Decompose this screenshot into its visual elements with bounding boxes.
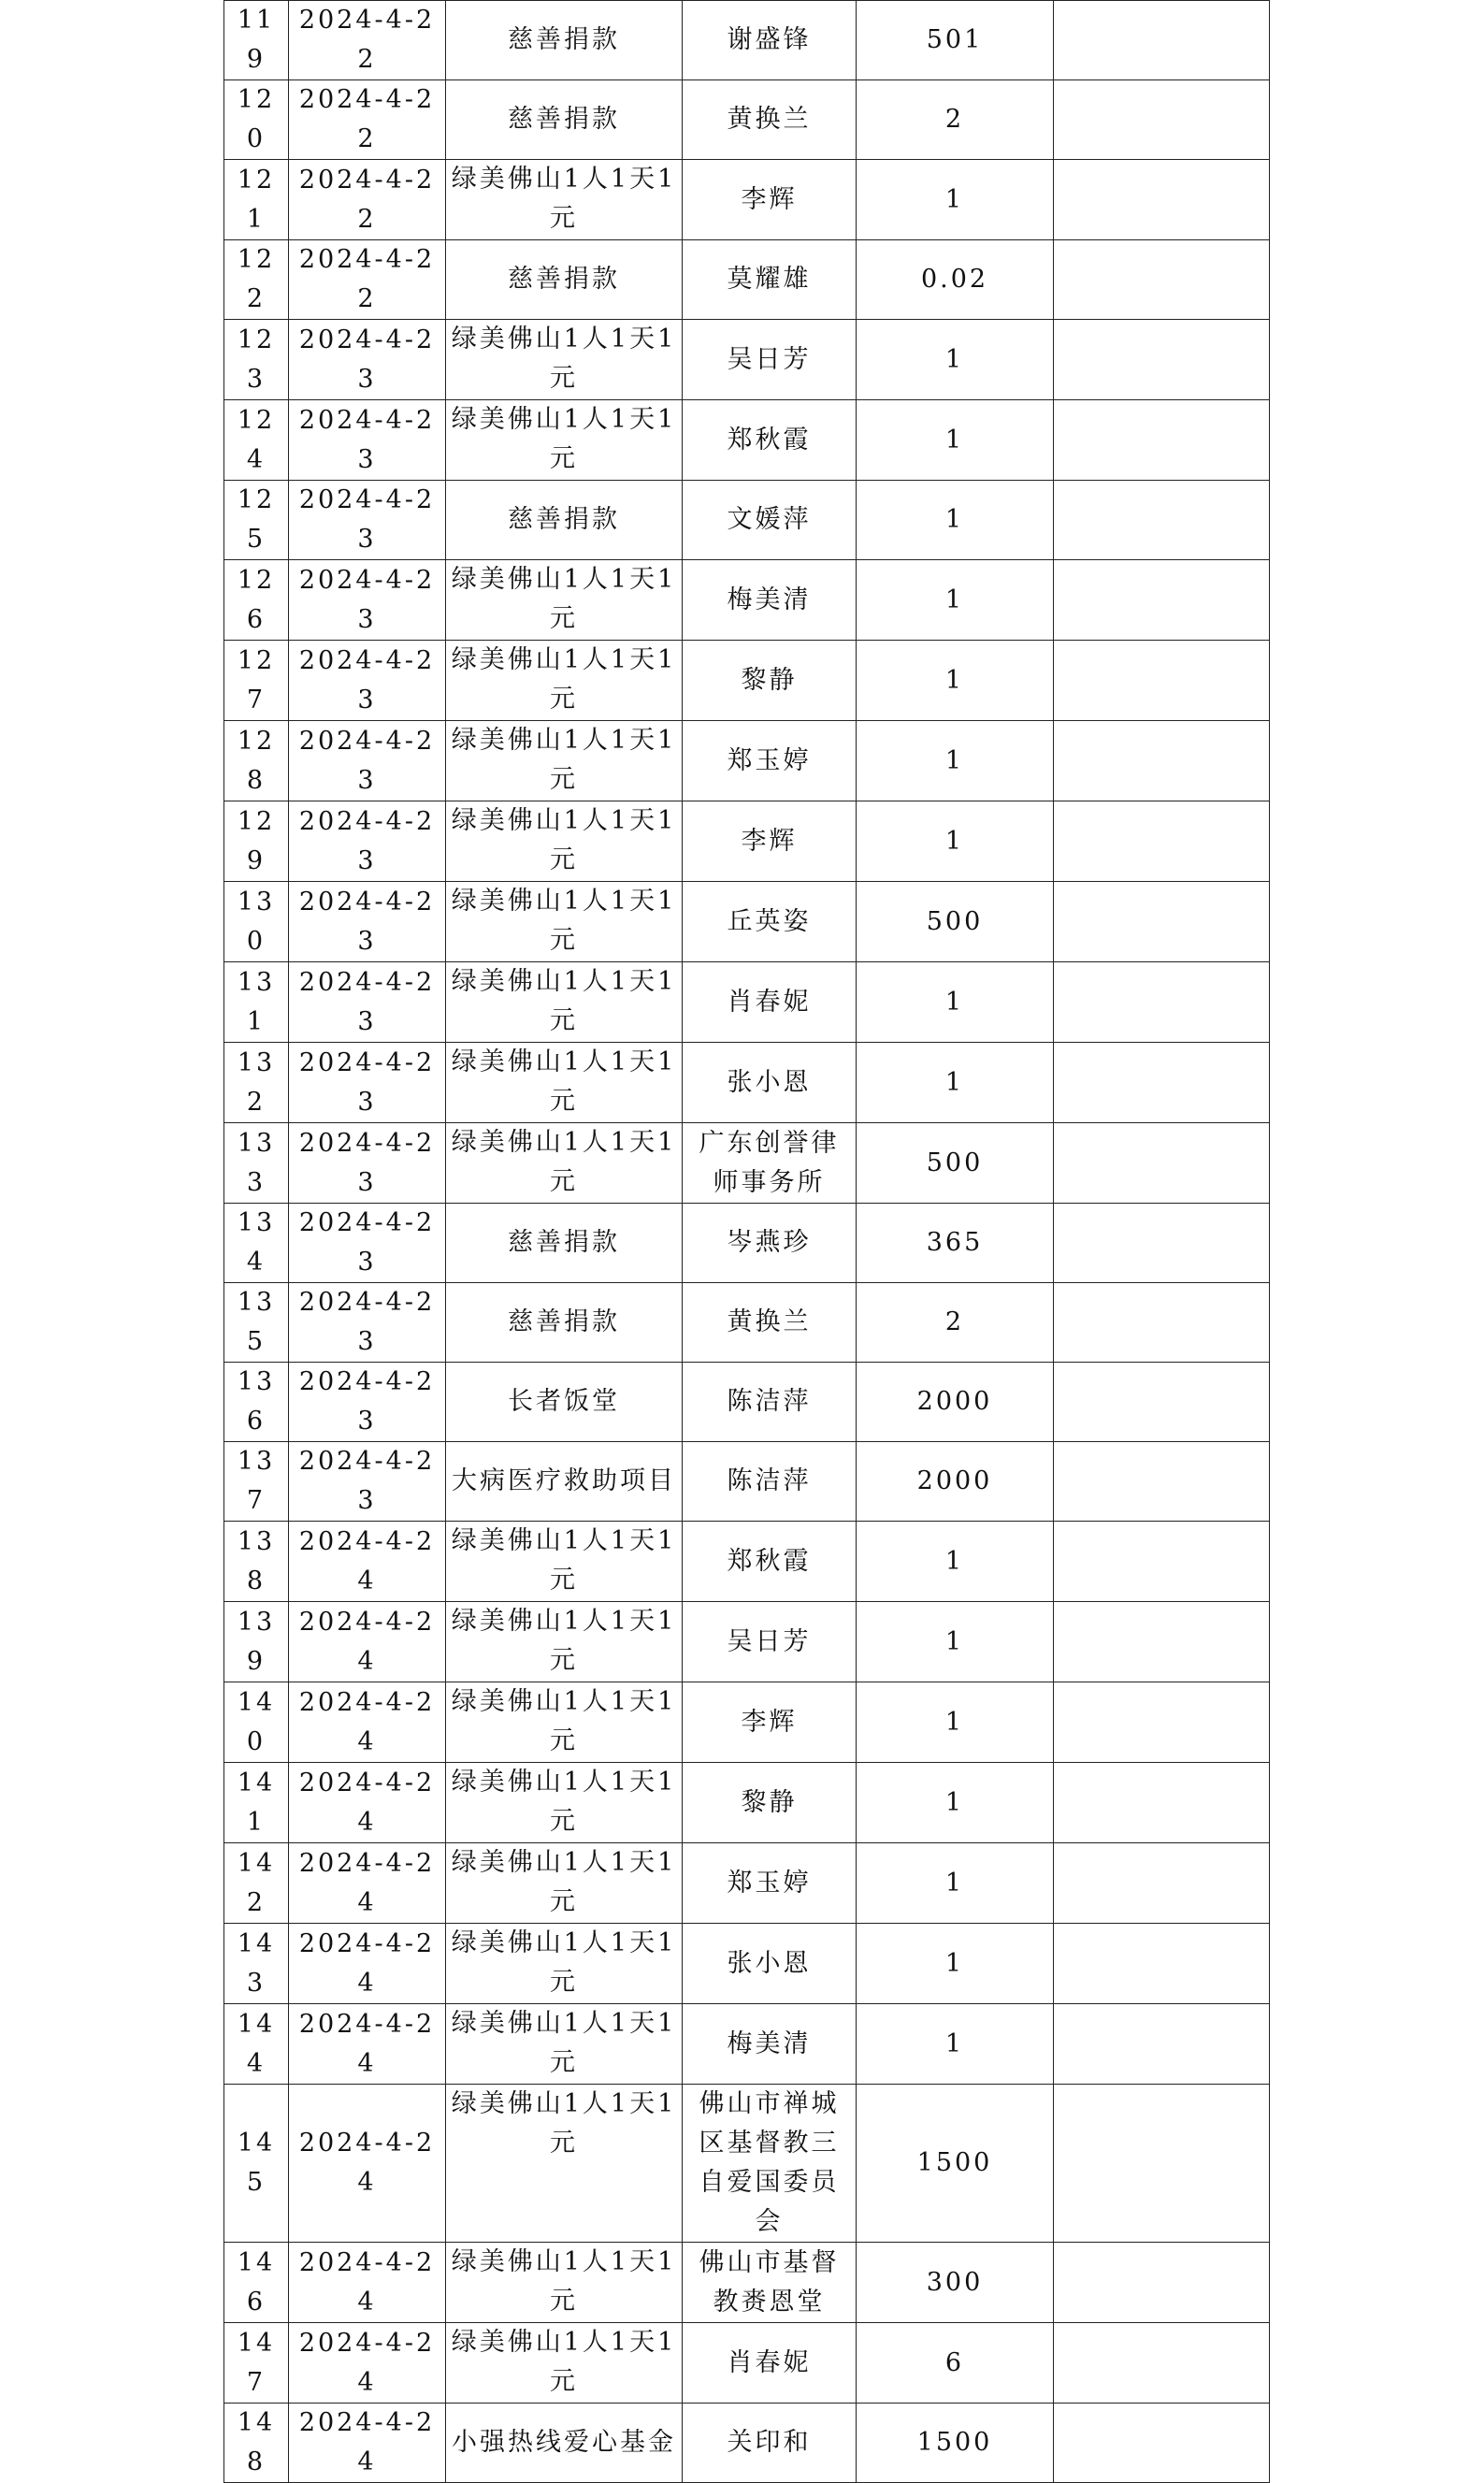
cell-note bbox=[1054, 1, 1270, 80]
cell-project: 慈善捐款 bbox=[446, 1204, 683, 1283]
cell-project: 绿美佛山1人1天1元 bbox=[446, 2243, 683, 2323]
cell-amount: 1 bbox=[857, 1043, 1054, 1123]
cell-note bbox=[1054, 2323, 1270, 2404]
cell-note bbox=[1054, 1283, 1270, 1363]
donation-table bbox=[223, 0, 1270, 2483]
cell-number: 129 bbox=[224, 801, 289, 882]
table-row bbox=[224, 320, 1270, 400]
cell-note bbox=[1054, 1363, 1270, 1442]
cell-note bbox=[1054, 1043, 1270, 1123]
cell-project: 慈善捐款 bbox=[446, 1, 683, 80]
cell-amount: 1 bbox=[857, 721, 1054, 801]
cell-donor: 吴日芳 bbox=[683, 1602, 857, 1682]
cell-date: 2024-4-23 bbox=[289, 1043, 446, 1123]
table-row bbox=[224, 481, 1270, 560]
cell-date: 2024-4-23 bbox=[289, 1283, 446, 1363]
cell-project: 绿美佛山1人1天1元 bbox=[446, 1763, 683, 1843]
cell-donor: 广东创誉律师事务所 bbox=[683, 1123, 857, 1204]
cell-amount: 0.02 bbox=[857, 240, 1054, 320]
cell-project: 绿美佛山1人1天1元 bbox=[446, 560, 683, 641]
table-row bbox=[224, 1123, 1270, 1204]
table-row bbox=[224, 2004, 1270, 2085]
cell-donor: 张小恩 bbox=[683, 1924, 857, 2004]
cell-note bbox=[1054, 1682, 1270, 1763]
cell-note bbox=[1054, 1843, 1270, 1924]
table-row bbox=[224, 1763, 1270, 1843]
cell-amount: 1 bbox=[857, 1763, 1054, 1843]
cell-date: 2024-4-24 bbox=[289, 1522, 446, 1602]
cell-note bbox=[1054, 240, 1270, 320]
table-row bbox=[224, 641, 1270, 721]
table-row bbox=[224, 1602, 1270, 1682]
cell-number: 127 bbox=[224, 641, 289, 721]
cell-note bbox=[1054, 2404, 1270, 2483]
cell-note bbox=[1054, 801, 1270, 882]
cell-note bbox=[1054, 641, 1270, 721]
cell-number: 138 bbox=[224, 1522, 289, 1602]
cell-donor: 黄换兰 bbox=[683, 80, 857, 160]
cell-date: 2024-4-24 bbox=[289, 2085, 446, 2243]
cell-donor: 李辉 bbox=[683, 801, 857, 882]
table-row bbox=[224, 2085, 1270, 2243]
cell-project: 绿美佛山1人1天1元 bbox=[446, 1602, 683, 1682]
table-row bbox=[224, 1363, 1270, 1442]
cell-date: 2024-4-22 bbox=[289, 80, 446, 160]
cell-donor: 黎静 bbox=[683, 1763, 857, 1843]
cell-date: 2024-4-23 bbox=[289, 560, 446, 641]
table-row bbox=[224, 400, 1270, 481]
table-row bbox=[224, 1442, 1270, 1522]
cell-date: 2024-4-22 bbox=[289, 240, 446, 320]
cell-donor: 陈洁萍 bbox=[683, 1363, 857, 1442]
cell-number: 124 bbox=[224, 400, 289, 481]
cell-amount: 2000 bbox=[857, 1442, 1054, 1522]
cell-date: 2024-4-23 bbox=[289, 721, 446, 801]
table-row bbox=[224, 1843, 1270, 1924]
cell-amount: 1 bbox=[857, 160, 1054, 240]
cell-number: 126 bbox=[224, 560, 289, 641]
cell-amount: 1500 bbox=[857, 2404, 1054, 2483]
table-row bbox=[224, 801, 1270, 882]
cell-donor: 肖春妮 bbox=[683, 962, 857, 1043]
cell-number: 131 bbox=[224, 962, 289, 1043]
cell-number: 136 bbox=[224, 1363, 289, 1442]
cell-project: 绿美佛山1人1天1元 bbox=[446, 160, 683, 240]
cell-note bbox=[1054, 1602, 1270, 1682]
cell-donor: 郑玉婷 bbox=[683, 1843, 857, 1924]
cell-date: 2024-4-24 bbox=[289, 1924, 446, 2004]
table-row bbox=[224, 240, 1270, 320]
cell-number: 134 bbox=[224, 1204, 289, 1283]
cell-date: 2024-4-24 bbox=[289, 1602, 446, 1682]
cell-project: 绿美佛山1人1天1元 bbox=[446, 1522, 683, 1602]
cell-number: 132 bbox=[224, 1043, 289, 1123]
cell-note bbox=[1054, 962, 1270, 1043]
cell-project: 绿美佛山1人1天1元 bbox=[446, 2085, 683, 2243]
cell-note bbox=[1054, 560, 1270, 641]
cell-project: 绿美佛山1人1天1元 bbox=[446, 1682, 683, 1763]
table-row bbox=[224, 1522, 1270, 1602]
cell-date: 2024-4-23 bbox=[289, 1204, 446, 1283]
cell-donor: 丘英姿 bbox=[683, 882, 857, 962]
cell-amount: 1 bbox=[857, 2004, 1054, 2085]
table-row bbox=[224, 2323, 1270, 2404]
cell-amount: 1 bbox=[857, 320, 1054, 400]
cell-number: 130 bbox=[224, 882, 289, 962]
cell-amount: 1 bbox=[857, 560, 1054, 641]
cell-number: 143 bbox=[224, 1924, 289, 2004]
cell-amount: 300 bbox=[857, 2243, 1054, 2323]
cell-number: 144 bbox=[224, 2004, 289, 2085]
cell-note bbox=[1054, 2085, 1270, 2243]
cell-project: 绿美佛山1人1天1元 bbox=[446, 1123, 683, 1204]
cell-note bbox=[1054, 2004, 1270, 2085]
cell-donor: 张小恩 bbox=[683, 1043, 857, 1123]
cell-project: 绿美佛山1人1天1元 bbox=[446, 1843, 683, 1924]
cell-amount: 1 bbox=[857, 1843, 1054, 1924]
cell-project: 绿美佛山1人1天1元 bbox=[446, 2004, 683, 2085]
cell-note bbox=[1054, 882, 1270, 962]
cell-project: 慈善捐款 bbox=[446, 240, 683, 320]
cell-project: 绿美佛山1人1天1元 bbox=[446, 962, 683, 1043]
cell-project: 绿美佛山1人1天1元 bbox=[446, 320, 683, 400]
cell-donor: 梅美清 bbox=[683, 2004, 857, 2085]
cell-donor: 郑玉婷 bbox=[683, 721, 857, 801]
cell-number: 128 bbox=[224, 721, 289, 801]
cell-donor: 佛山市基督教赉恩堂 bbox=[683, 2243, 857, 2323]
cell-number: 142 bbox=[224, 1843, 289, 1924]
cell-project: 绿美佛山1人1天1元 bbox=[446, 882, 683, 962]
table-row bbox=[224, 1204, 1270, 1283]
cell-project: 绿美佛山1人1天1元 bbox=[446, 721, 683, 801]
table-row bbox=[224, 560, 1270, 641]
cell-number: 123 bbox=[224, 320, 289, 400]
cell-project: 绿美佛山1人1天1元 bbox=[446, 641, 683, 721]
cell-amount: 1500 bbox=[857, 2085, 1054, 2243]
cell-note bbox=[1054, 400, 1270, 481]
cell-number: 135 bbox=[224, 1283, 289, 1363]
cell-date: 2024-4-24 bbox=[289, 2404, 446, 2483]
cell-amount: 1 bbox=[857, 801, 1054, 882]
cell-date: 2024-4-22 bbox=[289, 160, 446, 240]
cell-note bbox=[1054, 2243, 1270, 2323]
cell-donor: 谢盛锋 bbox=[683, 1, 857, 80]
cell-number: 119 bbox=[224, 1, 289, 80]
cell-amount: 1 bbox=[857, 962, 1054, 1043]
cell-project: 长者饭堂 bbox=[446, 1363, 683, 1442]
table-row bbox=[224, 80, 1270, 160]
cell-note bbox=[1054, 1763, 1270, 1843]
cell-number: 137 bbox=[224, 1442, 289, 1522]
cell-number: 141 bbox=[224, 1763, 289, 1843]
cell-note bbox=[1054, 481, 1270, 560]
cell-date: 2024-4-23 bbox=[289, 481, 446, 560]
cell-date: 2024-4-23 bbox=[289, 882, 446, 962]
cell-amount: 1 bbox=[857, 641, 1054, 721]
cell-note bbox=[1054, 1442, 1270, 1522]
table-row bbox=[224, 1682, 1270, 1763]
cell-note bbox=[1054, 160, 1270, 240]
cell-project: 慈善捐款 bbox=[446, 1283, 683, 1363]
cell-amount: 1 bbox=[857, 1682, 1054, 1763]
cell-project: 小强热线爱心基金 bbox=[446, 2404, 683, 2483]
cell-project: 绿美佛山1人1天1元 bbox=[446, 400, 683, 481]
cell-amount: 1 bbox=[857, 1522, 1054, 1602]
cell-project: 绿美佛山1人1天1元 bbox=[446, 801, 683, 882]
cell-date: 2024-4-23 bbox=[289, 320, 446, 400]
cell-date: 2024-4-24 bbox=[289, 1763, 446, 1843]
cell-project: 大病医疗救助项目 bbox=[446, 1442, 683, 1522]
cell-number: 147 bbox=[224, 2323, 289, 2404]
donation-table-body bbox=[224, 1, 1270, 2483]
cell-amount: 1 bbox=[857, 1924, 1054, 2004]
cell-donor: 郑秋霞 bbox=[683, 400, 857, 481]
cell-note bbox=[1054, 1204, 1270, 1283]
cell-amount: 365 bbox=[857, 1204, 1054, 1283]
cell-donor: 陈洁萍 bbox=[683, 1442, 857, 1522]
cell-project: 慈善捐款 bbox=[446, 481, 683, 560]
cell-number: 139 bbox=[224, 1602, 289, 1682]
cell-donor: 李辉 bbox=[683, 160, 857, 240]
cell-date: 2024-4-23 bbox=[289, 801, 446, 882]
cell-note bbox=[1054, 721, 1270, 801]
table-row bbox=[224, 721, 1270, 801]
cell-date: 2024-4-24 bbox=[289, 2243, 446, 2323]
cell-number: 125 bbox=[224, 481, 289, 560]
cell-amount: 2 bbox=[857, 80, 1054, 160]
cell-amount: 501 bbox=[857, 1, 1054, 80]
table-row bbox=[224, 2404, 1270, 2483]
cell-date: 2024-4-23 bbox=[289, 1442, 446, 1522]
cell-number: 133 bbox=[224, 1123, 289, 1204]
cell-amount: 1 bbox=[857, 400, 1054, 481]
cell-note bbox=[1054, 1522, 1270, 1602]
cell-donor: 文媛萍 bbox=[683, 481, 857, 560]
cell-amount: 6 bbox=[857, 2323, 1054, 2404]
cell-project: 绿美佛山1人1天1元 bbox=[446, 2323, 683, 2404]
cell-donor: 李辉 bbox=[683, 1682, 857, 1763]
cell-date: 2024-4-23 bbox=[289, 1363, 446, 1442]
cell-amount: 500 bbox=[857, 1123, 1054, 1204]
cell-date: 2024-4-24 bbox=[289, 1843, 446, 1924]
cell-number: 120 bbox=[224, 80, 289, 160]
cell-amount: 1 bbox=[857, 1602, 1054, 1682]
cell-project: 绿美佛山1人1天1元 bbox=[446, 1043, 683, 1123]
cell-date: 2024-4-23 bbox=[289, 962, 446, 1043]
cell-note bbox=[1054, 320, 1270, 400]
cell-project: 慈善捐款 bbox=[446, 80, 683, 160]
cell-note bbox=[1054, 80, 1270, 160]
cell-number: 122 bbox=[224, 240, 289, 320]
cell-donor: 莫耀雄 bbox=[683, 240, 857, 320]
cell-number: 146 bbox=[224, 2243, 289, 2323]
cell-note bbox=[1054, 1123, 1270, 1204]
table-row bbox=[224, 160, 1270, 240]
table-row bbox=[224, 962, 1270, 1043]
cell-donor: 郑秋霞 bbox=[683, 1522, 857, 1602]
cell-amount: 2000 bbox=[857, 1363, 1054, 1442]
cell-number: 140 bbox=[224, 1682, 289, 1763]
cell-number: 145 bbox=[224, 2085, 289, 2243]
table-row bbox=[224, 2243, 1270, 2323]
cell-donor: 关印和 bbox=[683, 2404, 857, 2483]
cell-note bbox=[1054, 1924, 1270, 2004]
cell-amount: 1 bbox=[857, 481, 1054, 560]
cell-donor: 佛山市禅城区基督教三自爱国委员会 bbox=[683, 2085, 857, 2243]
cell-donor: 岑燕珍 bbox=[683, 1204, 857, 1283]
table-row bbox=[224, 1043, 1270, 1123]
cell-date: 2024-4-24 bbox=[289, 2323, 446, 2404]
cell-date: 2024-4-22 bbox=[289, 1, 446, 80]
cell-donor: 吴日芳 bbox=[683, 320, 857, 400]
cell-number: 148 bbox=[224, 2404, 289, 2483]
cell-amount: 2 bbox=[857, 1283, 1054, 1363]
table-row bbox=[224, 1924, 1270, 2004]
table-row bbox=[224, 1, 1270, 80]
cell-project: 绿美佛山1人1天1元 bbox=[446, 1924, 683, 2004]
cell-donor: 肖春妮 bbox=[683, 2323, 857, 2404]
cell-donor: 黎静 bbox=[683, 641, 857, 721]
cell-donor: 梅美清 bbox=[683, 560, 857, 641]
cell-amount: 500 bbox=[857, 882, 1054, 962]
cell-date: 2024-4-23 bbox=[289, 1123, 446, 1204]
cell-donor: 黄换兰 bbox=[683, 1283, 857, 1363]
cell-date: 2024-4-23 bbox=[289, 400, 446, 481]
table-row bbox=[224, 1283, 1270, 1363]
cell-date: 2024-4-23 bbox=[289, 641, 446, 721]
table-row bbox=[224, 882, 1270, 962]
cell-number: 121 bbox=[224, 160, 289, 240]
cell-date: 2024-4-24 bbox=[289, 1682, 446, 1763]
cell-date: 2024-4-24 bbox=[289, 2004, 446, 2085]
